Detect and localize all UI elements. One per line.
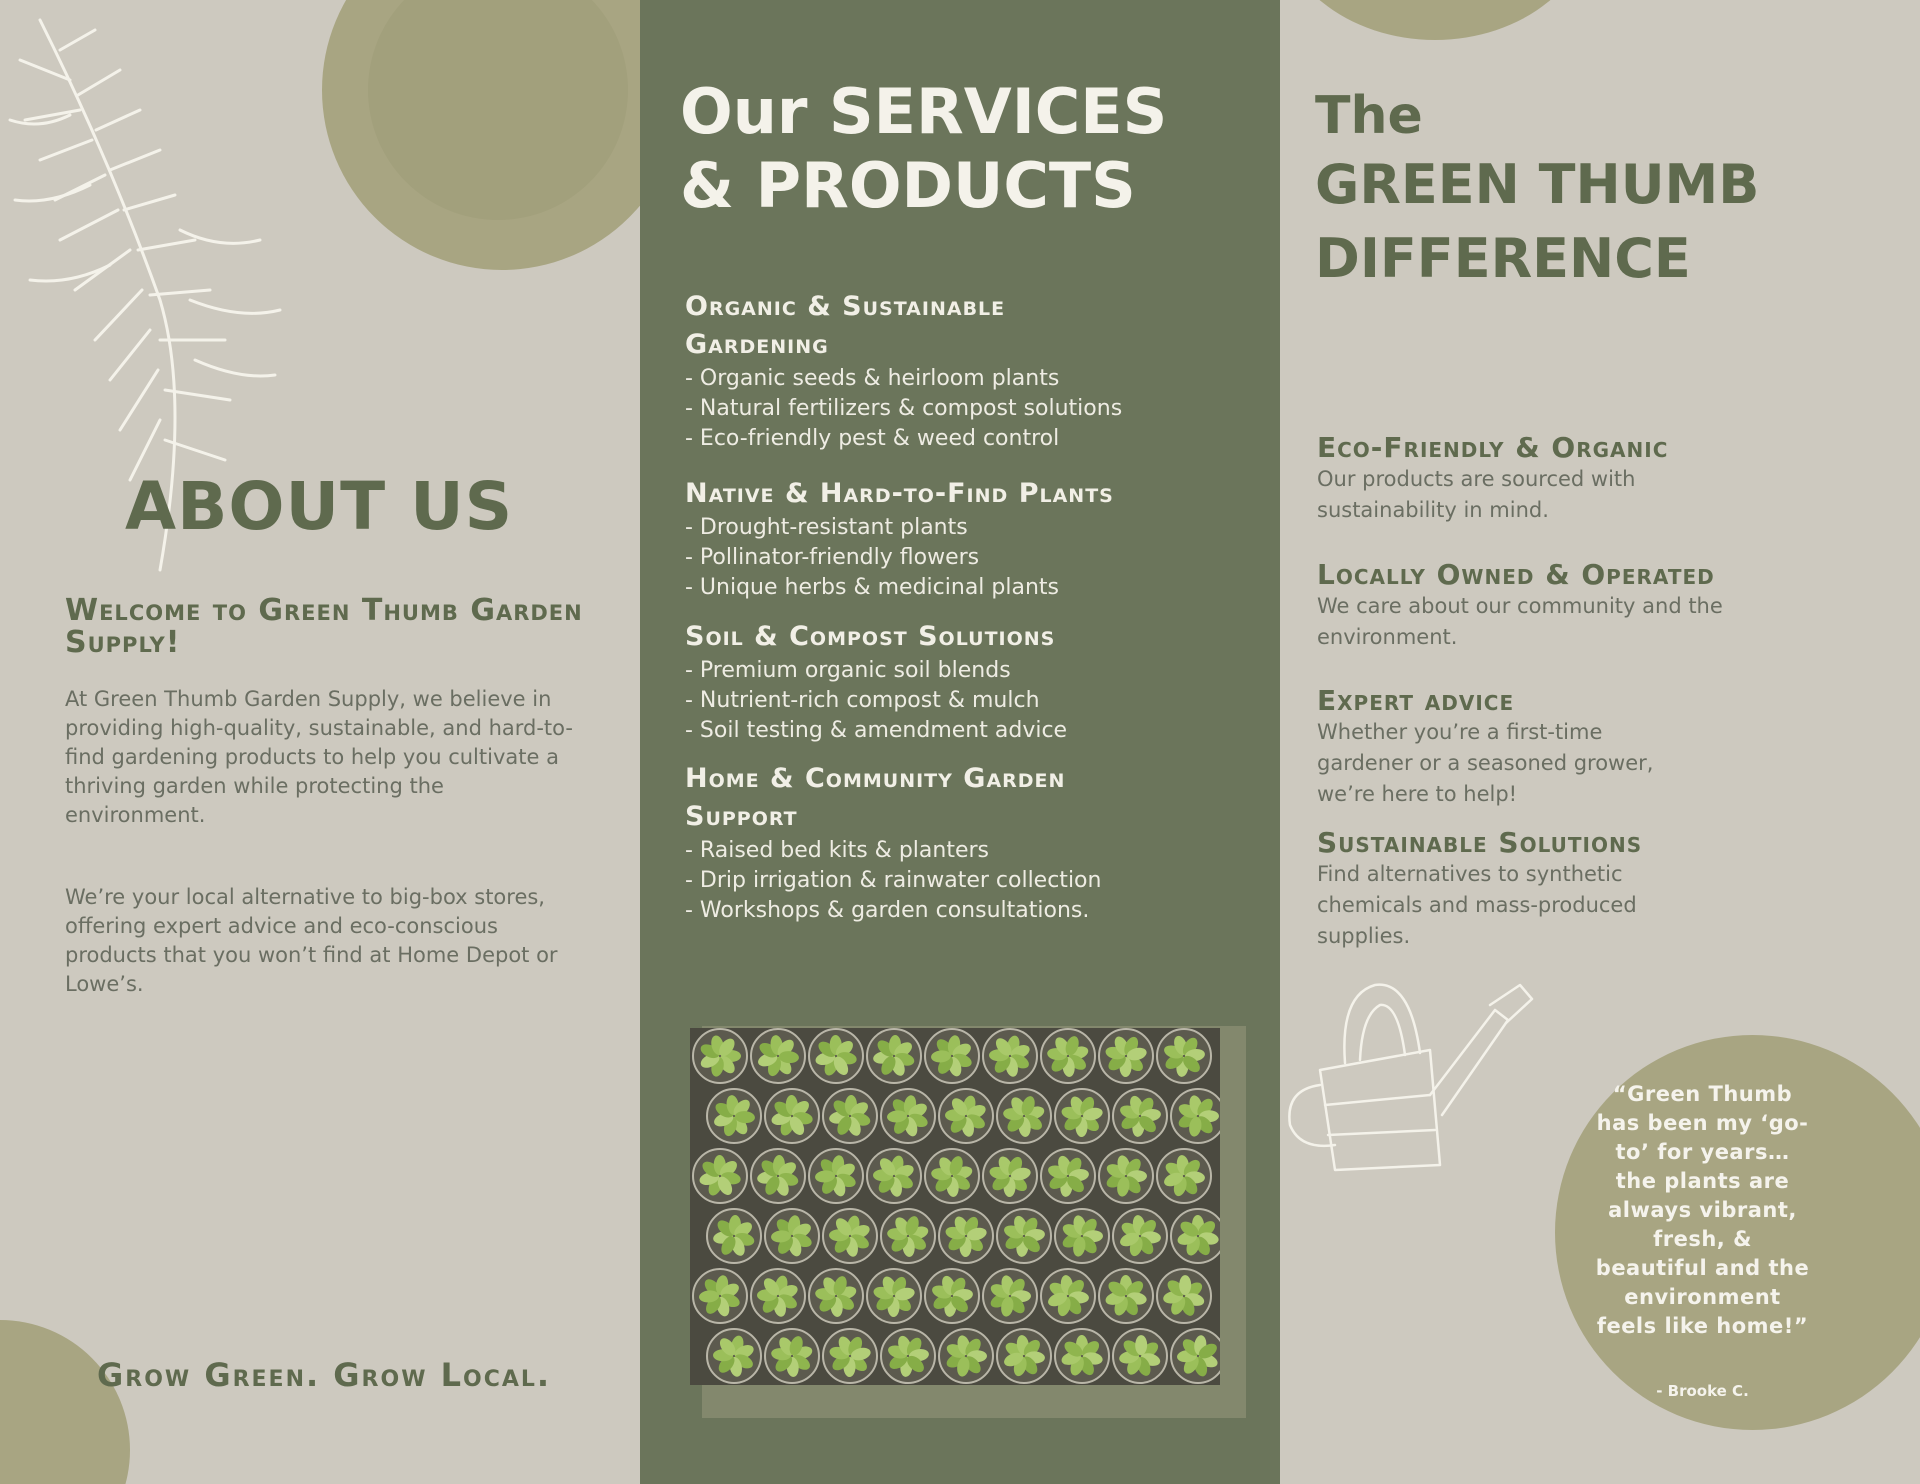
service-item: - Nutrient-rich compost & mulch — [685, 688, 1040, 713]
difference-heading: Locally Owned & Operated — [1317, 558, 1715, 591]
service-item: - Workshops & garden consultations. — [685, 898, 1090, 923]
service-group — [685, 760, 1245, 926]
service-group — [685, 475, 1245, 603]
services-title-line1: Our SERVICES — [680, 75, 1168, 148]
difference-title-line2: GREEN THUMB — [1315, 153, 1760, 216]
service-heading: Soil & Compost Solutions — [685, 621, 1056, 652]
difference-text: Whether you’re a first-time gardener or a seasoned grower, we’re here to help! — [1317, 720, 1654, 806]
welcome-heading: Welcome to Green Thumb Garden Supply! — [65, 593, 583, 660]
service-item: - Soil testing & amendment advice — [685, 718, 1068, 743]
service-item: - Pollinator-friendly flowers — [685, 545, 980, 570]
service-heading: Native & Hard-to-Find Plants — [685, 478, 1114, 509]
difference-text: We care about our community and the environment. — [1317, 594, 1723, 649]
service-item: - Drip irrigation & rainwater collection — [685, 868, 1102, 893]
difference-title-line1: The — [1315, 86, 1423, 146]
difference-text: Our products are sourced with sustainability in mind. — [1317, 467, 1636, 522]
about-paragraph-2: We’re your local alternative to big-box stores, offering expert advice and eco-conscious products that you won’t find at Home Depot or Lowe’s. — [65, 885, 558, 996]
service-item: - Unique herbs & medicinal plants — [685, 575, 1059, 600]
service-heading: Home & Community Garden Support — [685, 763, 1066, 832]
service-group — [685, 288, 1245, 454]
difference-item — [1317, 432, 1787, 526]
difference-item — [1317, 559, 1787, 653]
decorative-circle-top-right — [1280, 0, 1595, 40]
service-item: - Raised bed kits & planters — [685, 838, 989, 863]
testimonial-quote: “Green Thumb has been my ‘go-to’ for years… the plants are always vibrant, fresh, & beautiful and the environment feels like home!” — [1595, 1082, 1810, 1338]
difference-heading: Sustainable Solutions — [1317, 826, 1643, 859]
difference-heading: Expert advice — [1317, 684, 1515, 717]
decorative-circle-bottom-left — [0, 1320, 130, 1484]
difference-item — [1317, 827, 1787, 952]
difference-text: Find alternatives to synthetic chemicals and mass-produced supplies. — [1317, 862, 1637, 948]
about-panel — [0, 0, 640, 1484]
difference-item — [1317, 685, 1787, 810]
about-paragraph-1: At Green Thumb Garden Supply, we believe in providing high-quality, sustainable, and hard-to-find gardening products to help you cultivate a thriving garden while protecting the environment. — [65, 687, 573, 827]
service-item: - Premium organic soil blends — [685, 658, 1011, 683]
watering-can-icon — [1280, 975, 1540, 1185]
service-group — [685, 618, 1245, 746]
seedling-pots-photo — [690, 1028, 1220, 1385]
difference-heading: Eco-Friendly & Organic — [1317, 431, 1669, 464]
difference-title-line3: DIFFERENCE — [1315, 227, 1691, 290]
services-panel — [640, 0, 1280, 1484]
seedling-pots-icon — [690, 1028, 1220, 1385]
difference-panel — [1280, 0, 1920, 1484]
testimonial-author: - Brooke C. — [1656, 1382, 1749, 1400]
service-item: - Drought-resistant plants — [685, 515, 968, 540]
service-item: - Natural fertilizers & compost solutions — [685, 396, 1123, 421]
difference-title — [1315, 84, 1759, 296]
services-title-line2: & PRODUCTS — [680, 149, 1136, 222]
service-heading: Organic & Sustainable Gardening — [685, 291, 1006, 360]
services-title — [680, 75, 1167, 223]
tagline: Grow Green. Grow Local. — [97, 1356, 552, 1394]
about-heading: ABOUT US — [125, 468, 514, 545]
service-item: - Organic seeds & heirloom plants — [685, 366, 1060, 391]
service-item: - Eco-friendly pest & weed control — [685, 426, 1060, 451]
